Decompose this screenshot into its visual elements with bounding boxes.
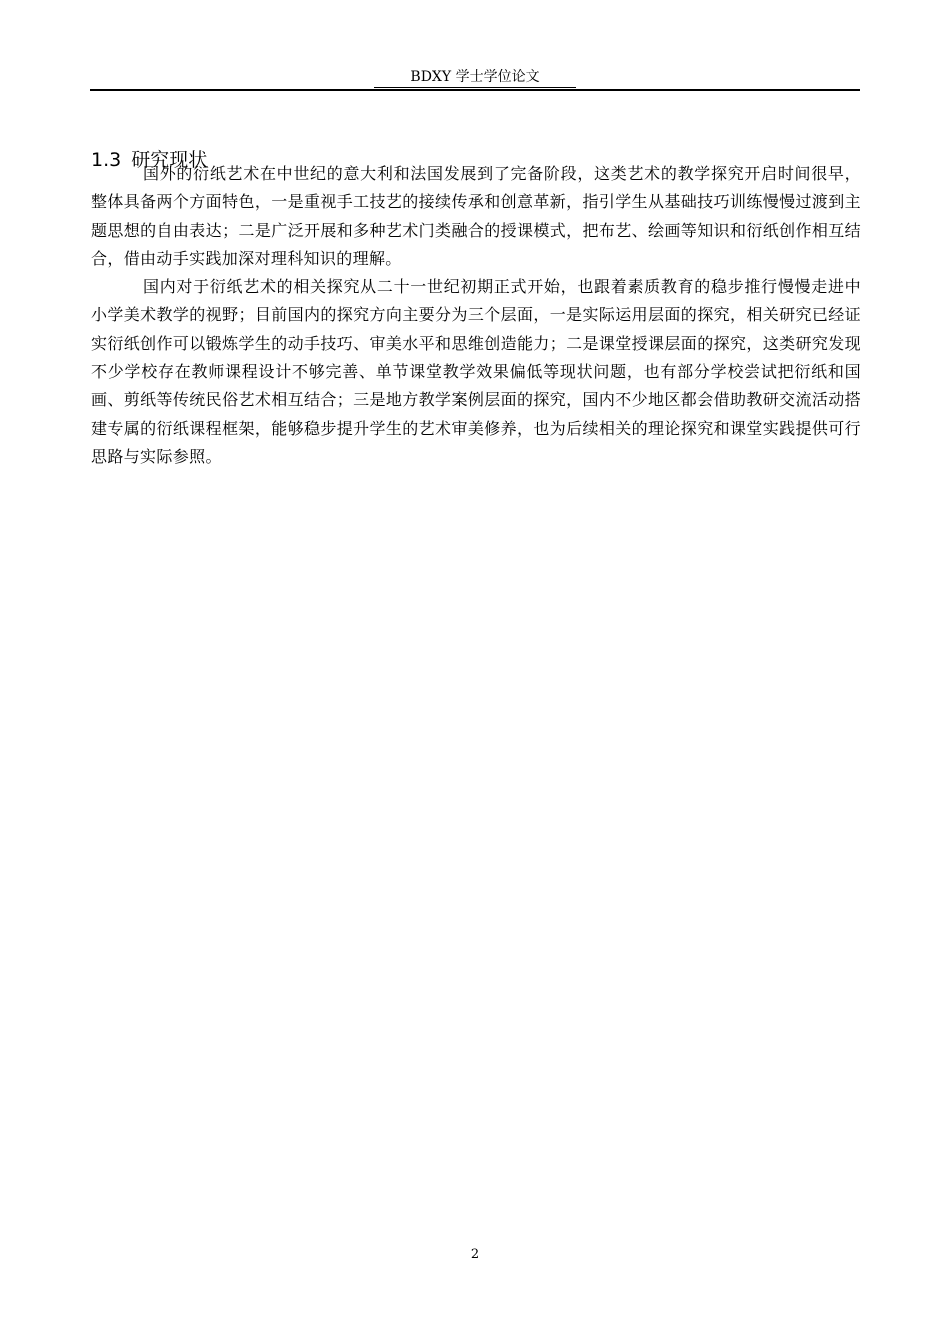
section-number: 1.3 [91, 149, 122, 171]
section-title: 研究现状 [131, 149, 208, 171]
paragraph-1: 国外的衍纸艺术在中世纪的意大利和法国发展到了完备阶段，这类艺术的教学探究开启时间很早，整体具备两个方面特色，一是重视手工技艺的接续传承和创意革新，指引学生从基础技巧训练慢慢过渡到主题思想的自由表达；二是广泛开展和多种艺术门类融合的授课模式，把布艺、绘画等知识和衍纸创作相互结合，借由动手实践加深对理科知识的理解。 [91, 164, 861, 268]
running-header [90, 66, 860, 90]
paragraph-2: 国内对于衍纸艺术的相关探究从二十一世纪初期正式开始，也跟着素质教育的稳步推行慢慢走进中小学美术教学的视野；目前国内的探究方向主要分为三个层面，一是实际运用层面的探究，相关研究已经证实衍纸创作可以锻炼学生的动手技巧、审美水平和思维创造能力；二是课堂授课层面的探究，这类研究发现不少学校存在教师课程设计不够完善、单节课堂教学效果偏低等现状问题，也有部分学校尝试把衍纸和国画、剪纸等传统民俗艺术相互结合；三是地方教学案例层面的探究，国内不少地区都会借助教研交流活动搭建专属的衍纸课程框架，能够稳步提升学生的艺术审美修养，也为后续相关的理论探究和课堂实践提供可行思路与实际参照。 [91, 277, 861, 466]
page-number: 2 [470, 1247, 480, 1262]
section-body [91, 160, 861, 471]
header-title: BDXY 学士学位论文 [374, 67, 575, 88]
header-rule [90, 89, 860, 91]
